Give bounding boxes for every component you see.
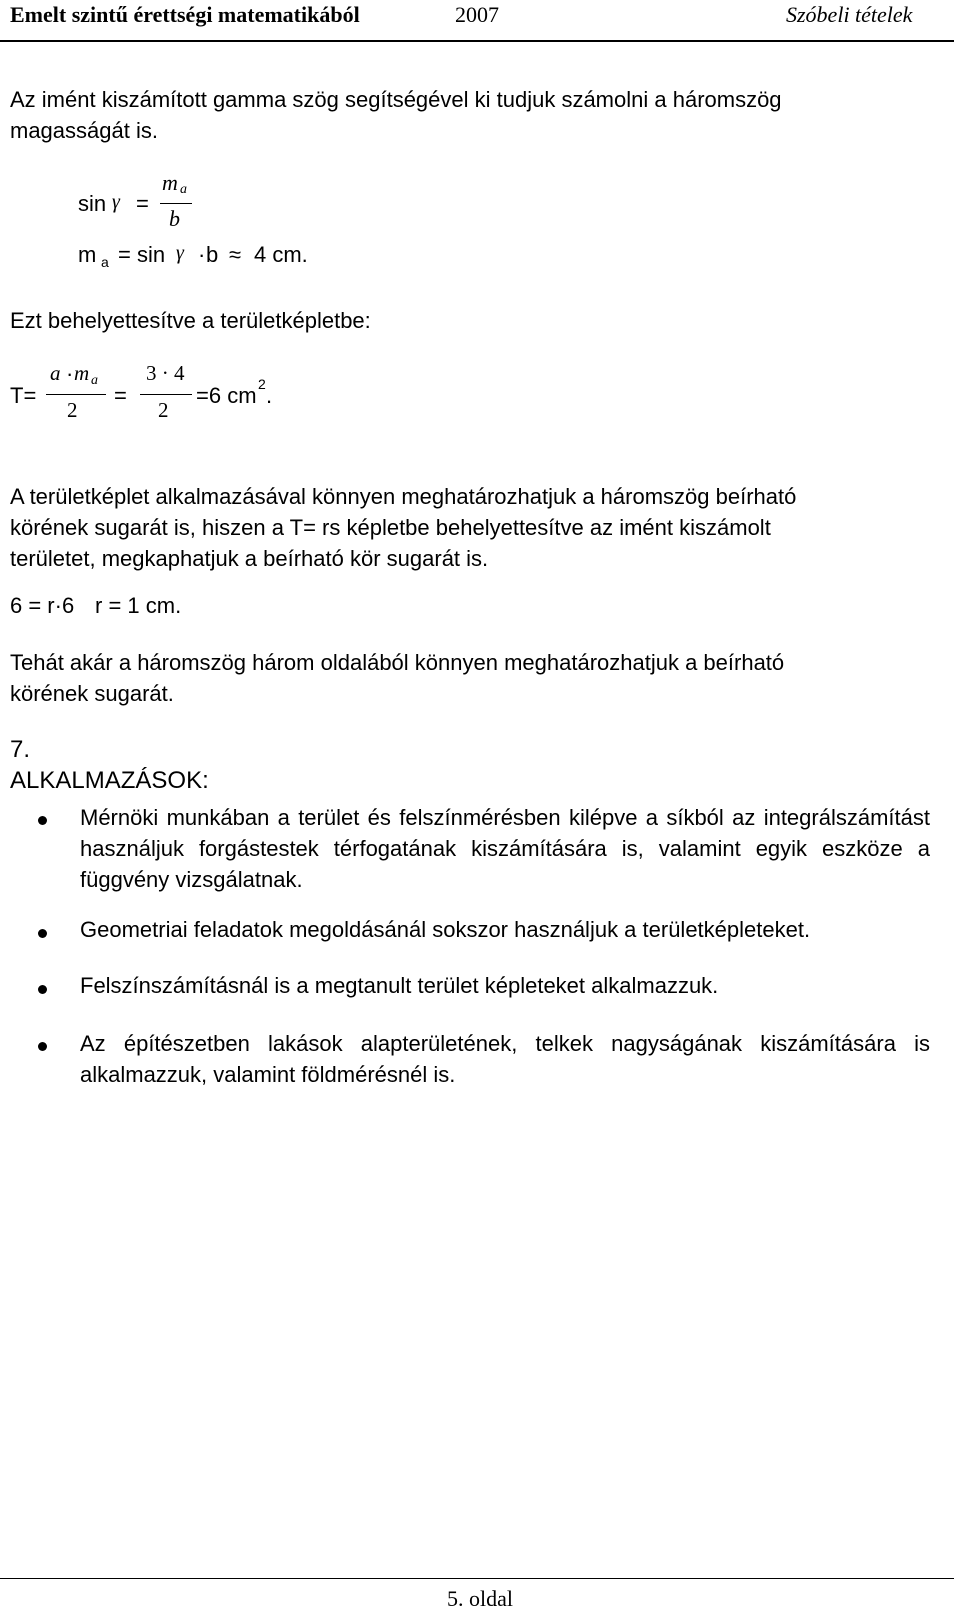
- ma-b: b: [206, 242, 219, 267]
- substitution-text: Ezt behelyettesítve a területképletbe:: [10, 308, 371, 333]
- fraction-denominator: b: [169, 206, 180, 231]
- intro-line-1: Az imént kiszámított gamma szög segítségével ki tudjuk számolni a háromszög: [10, 87, 782, 112]
- equation-r-right: r = 1 cm.: [95, 593, 182, 618]
- list-item: Geometriai feladatok megoldásánál sokszor használjuk a területképleteket.: [80, 917, 811, 942]
- gamma-symbol: γ: [112, 191, 120, 213]
- num1-sub: a: [91, 373, 98, 388]
- ma-eq-sin: = sin: [118, 242, 166, 267]
- header-year: 2007: [455, 2, 499, 27]
- fraction-numerator-sub: a: [180, 182, 187, 197]
- approx-sign: ≈: [229, 242, 242, 267]
- intro-line-2: magasságát is.: [10, 118, 158, 143]
- fraction-bar-1: [46, 394, 106, 395]
- page-number: 5. oldal: [447, 1586, 513, 1611]
- num1-a: a: [50, 361, 61, 385]
- den1: 2: [67, 398, 78, 422]
- ma-m: m: [78, 242, 97, 267]
- area-result-end: .: [266, 383, 273, 408]
- T-lhs: T=: [10, 383, 37, 408]
- sin-label: sin: [78, 191, 107, 216]
- area-result-sup: 2: [258, 376, 266, 392]
- header-title: Emelt szintű érettségi matematikából: [10, 2, 360, 27]
- num1-dot: ·: [66, 361, 74, 386]
- para3-line-2: körének sugarát.: [10, 681, 174, 706]
- area-result: =6 cm: [196, 383, 257, 408]
- equation-r-left: 6 = r·6: [10, 593, 75, 618]
- footer-rule: [0, 1578, 954, 1579]
- para2-line-1: A területképlet alkalmazásával könnyen meghatározhatjuk a háromszög beírható: [10, 484, 797, 509]
- section-number: 7.: [10, 736, 31, 763]
- list-item: Mérnöki munkában a terület és felszínmérésben kilépve a síkból az integrálszámítást használjuk forgástestek térfogatának kiszámítására is, valamint egyik eszköze a függvény vizsgálatnak.: [80, 805, 930, 892]
- bullet-icon: [38, 816, 47, 825]
- list-item: Felszínszámításnál is a megtanult terület képleteket alkalmazzuk.: [80, 973, 719, 998]
- den2: 2: [158, 398, 169, 422]
- fraction-numerator-m: m: [162, 170, 178, 195]
- fraction-bar-2: [140, 394, 192, 395]
- para2-line-2: körének sugarát is, hiszen a T= rs képletbe behelyettesítve az imént kiszámolt: [10, 515, 771, 540]
- bullet-icon: [38, 1042, 47, 1051]
- equals-sign: =: [136, 191, 149, 216]
- ma-result: 4 cm.: [254, 242, 308, 267]
- para3-line-1: Tehát akár a háromszög három oldalából könnyen meghatározhatjuk a beírható: [10, 650, 785, 675]
- list-item: Az építészetben lakások alapterületének, telkek nagyságának kiszámítására is alkalmazzuk, valamint földmérésnél is.: [80, 1031, 930, 1087]
- header-section: Szóbeli tételek: [786, 2, 913, 27]
- para2-line-3: területet, megkaphatjuk a beírható kör sugarát is.: [10, 546, 489, 571]
- section-title: ALKALMAZÁSOK:: [10, 767, 209, 794]
- bullet-icon: [38, 985, 47, 994]
- num1-m: m: [74, 361, 90, 385]
- header-rule: [0, 40, 954, 42]
- equals-sign: =: [114, 383, 127, 408]
- page-header: [0, 0, 960, 48]
- ma-sub: a: [101, 254, 109, 270]
- bullet-icon: [38, 929, 47, 938]
- num2: 3 · 4: [146, 361, 185, 385]
- gamma-symbol: γ: [176, 242, 184, 264]
- dot-operator: ·: [198, 242, 206, 267]
- fraction-bar: [160, 203, 192, 204]
